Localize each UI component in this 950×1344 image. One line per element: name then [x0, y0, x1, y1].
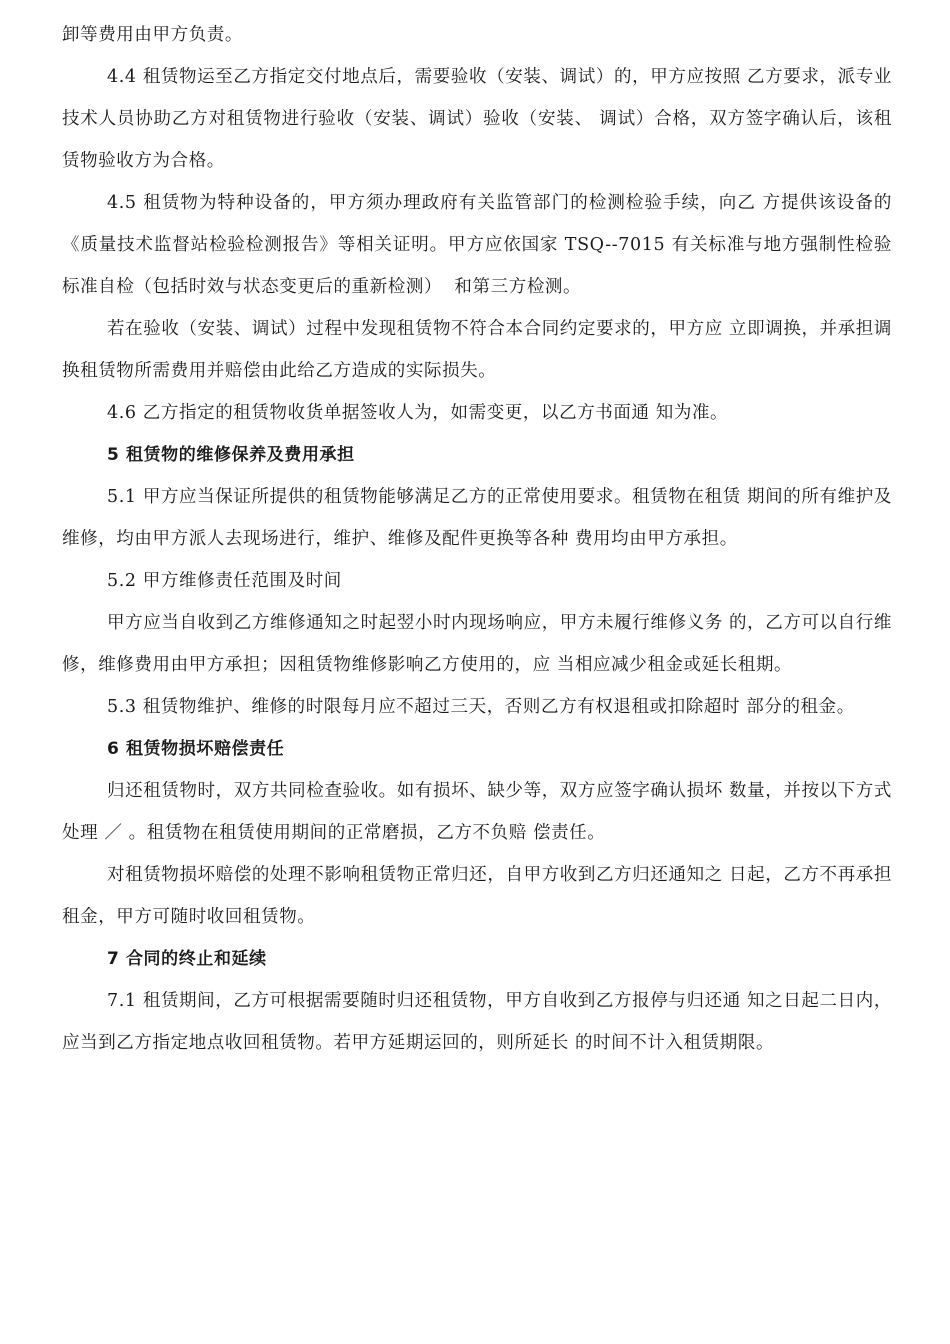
- clause-7-1: 7.1 租赁期间，乙方可根据需要随时归还租赁物，甲方自收到乙方报停与归还通 知之日起二日内，应当到乙方指定地点收回租赁物。若甲方延期运回的，则所延长 的时间不计入租赁期限。: [62, 991, 892, 1053]
- clause-5-2: 5.2 甲方维修责任范围及时间: [107, 571, 342, 591]
- clause-4-6: 4.6 乙方指定的租赁物收货单据签收人为，如需变更，以乙方书面通 知为准。: [107, 403, 729, 423]
- section-6-paragraph-1: 归还租赁物时，双方共同检查验收。如有损坏、缺少等，双方应签字确认损坏 数量，并按以下方式处理 ／ 。租赁物在租赁使用期间的正常磨损，乙方不负赔 偿责任。: [62, 781, 892, 843]
- clause-5-2-body: 甲方应当自收到乙方维修通知之时起翌小时内现场响应，甲方未履行维修义务 的，乙方可以自行维修，维修费用由甲方承担；因租赁物维修影响乙方使用的，应 当相应减少租金或延长租期。: [62, 613, 892, 675]
- clause-4-5-inspection-note: 若在验收（安装、调试）过程中发现租赁物不符合本合同约定要求的，甲方应 立即调换，并承担调换租赁物所需费用并赔偿由此给乙方造成的实际损失。: [62, 319, 892, 381]
- section-heading-5: 5 租赁物的维修保养及费用承担: [107, 445, 355, 465]
- paragraph-4-3-continuation: 卸等费用由甲方负责。: [62, 25, 243, 45]
- section-6-paragraph-2: 对租赁物损坏赔偿的处理不影响租赁物正常归还，自甲方收到乙方归还通知之 日起，乙方不再承担租金，甲方可随时收回租赁物。: [62, 865, 892, 927]
- section-heading-7: 7 合同的终止和延续: [107, 949, 267, 969]
- clause-4-5: 4.5 租赁物为特种设备的，甲方须办理政府有关监管部门的检测检验手续，向乙 方提供该设备的《质量技术监督站检验检测报告》等相关证明。甲方应依国家 TSQ--7015 有关标准与地方强制性检验标准自检（包括时效与状态变更后的重新检测） 和第三方检测。: [62, 193, 892, 297]
- section-heading-6: 6 租赁物损坏赔偿责任: [107, 739, 285, 759]
- clause-5-3: 5.3 租赁物维护、维修的时限每月应不超过三天，否则乙方有权退租或扣除超时 部分的租金。: [107, 697, 855, 717]
- clause-4-4: 4.4 租赁物运至乙方指定交付地点后，需要验收（安装、调试）的，甲方应按照 乙方要求，派专业技术人员协助乙方对租赁物进行验收（安装、调试）验收（安装、 调试）合格，双方签字确认后，该租赁物验收方为合格。: [62, 67, 892, 171]
- clause-5-1: 5.1 甲方应当保证所提供的租赁物能够满足乙方的正常使用要求。租赁物在租赁 期间的所有维护及维修，均由甲方派人去现场进行，维护、维修及配件更换等各种 费用均由甲方承担。: [62, 487, 892, 549]
